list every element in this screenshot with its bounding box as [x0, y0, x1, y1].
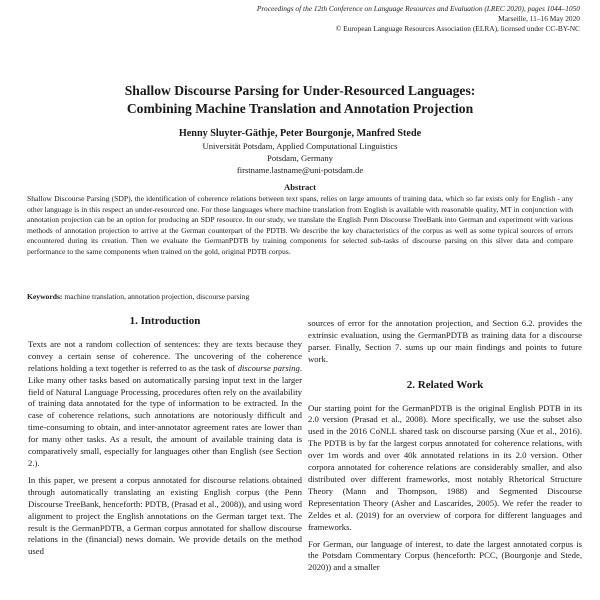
related-paragraph-2: For German, our language of interest, to date the largest annotated corpus is the Potsdam Commentary Corpus (henceforth: PCC, (Bourgonje and Stede, 2020)) and a smaller: [308, 538, 582, 573]
keywords-label: Keywords:: [27, 292, 63, 301]
intro-paragraph-1: [28, 339, 302, 470]
intro-p1-text-a: Texts are not a random collection of sentences: they are texts because they convey a certain sense of coherence. The uncovering of the coherence relations holding a text together is referred to as the task of: [28, 338, 302, 373]
title-line-2: Combining Machine Translation and Annotation Projection: [126, 101, 474, 116]
keywords-text: machine translation, annotation projection, discourse parsing: [62, 292, 250, 301]
related-paragraph-1: Our starting point for the GermanPDTB is the original English PDTB in its 2.0 version (Prasad et al., 2008). More specifically, we use the subset also used in the 2016 CoNLL shared task on discourse parsing (Xue et al., 2016). The PDTB is by far the largest corpus annotated for coherence relations, with over 1m words and over 40k annotated relations in its 2.0 version. Other corpora annotated for coherence relations are considerably smaller, and also distributed over different frameworks, most notably Rhetorical Structure Theory (Mann and Thompson, 1988) and Segmented Discourse Representation Theory (Asher and Lascarides, 2005). We refer the reader to Zeldes et al. (2019) for an overview of corpora for different languages and frameworks.: [308, 402, 582, 532]
authors: Henny Sluyter-Gäthje, Peter Bourgonje, Manfred Stede: [178, 128, 422, 139]
left-column: [28, 316, 302, 563]
affiliation-name: Universität Potsdam, Applied Computational Linguistics: [202, 141, 398, 151]
abstract-heading: Abstract: [284, 182, 316, 192]
intro-paragraph-2: In this paper, we present a corpus annotated for discourse relations obtained through automatically translating an existing English corpus (the Penn Discourse TreeBank, henceforth: PDTB, (Prasad et al., 2008)), and using word alignment to project the English annotations on the German target text. The result is the GermanPDTB, a German corpus annotated for shallow discourse relations in the (financial) news domain. We provide details on the method used: [28, 474, 302, 557]
section-heading-related-work: 2. Related Work: [406, 378, 484, 391]
license-line: © European Language Resources Association (ELRA), licensed under CC-BY-NC: [335, 24, 580, 33]
proceedings-header: [257, 4, 580, 34]
intro-p1-emphasis: discourse parsing: [237, 362, 300, 373]
title-line-1: Shallow Discourse Parsing for Under-Resourced Languages:: [124, 83, 476, 98]
paper-title: [40, 82, 560, 118]
intro-continuation: sources of error for the annotation projection, and Section 6.2. provides the extrinsic evaluation, using the GermanPDTB as training data for a discourse parser. Finally, Section 7. sums up our main findings and points to future work.: [308, 318, 582, 364]
affiliation-location: Potsdam, Germany: [267, 153, 333, 163]
keywords: [27, 292, 573, 301]
right-column: [308, 318, 582, 579]
intro-p1-text-b: . Like many other tasks based on automatically parsing input text in the larger field of Natural Language Processing, procedures often rely on the availability of training data annotated for the type of information to be extracted. In the case of coherence relations, such annotations are notoriously difficult and time-consuming to obtain, and inter-annotator agreement rates are lower than for many other tasks. As a result, the amount of available training data is comparatively small, especially for languages other than English (see Section 2.).: [28, 362, 302, 468]
venue-line: Marseille, 11–16 May 2020: [498, 14, 580, 23]
section-heading-introduction: 1. Introduction: [129, 315, 201, 327]
proceedings-line: Proceedings of the 12th Conference on Language Resources and Evaluation (LREC 2020), pages 1044–1050: [256, 4, 580, 13]
affiliation-block: [40, 140, 560, 176]
author-email: firstname.lastname@uni-potsdam.de: [236, 165, 364, 175]
abstract-text: Shallow Discourse Parsing (SDP), the identification of coherence relations between text spans, relies on large amounts of training data, which so far exists only for English - any other language is in this respect an under-resourced one. For those languages where machine translation from English is available with reasonable quality, MT in conjunction with annotation projection can be an option for producing an SDP resource. In our study, we translate the English Penn Discourse TreeBank into German and experiment with various methods of annotation projection to arrive at the German counterpart of the PDTB. We describe the key characteristics of the corpus as well as some typical sources of errors encountered during its creation. Then we evaluate the GermanPDTB by training components for selected sub-tasks of discourse parsing on this silver data and compare performance to the same components when trained on the gold, original PDTB corpus.: [27, 194, 573, 256]
